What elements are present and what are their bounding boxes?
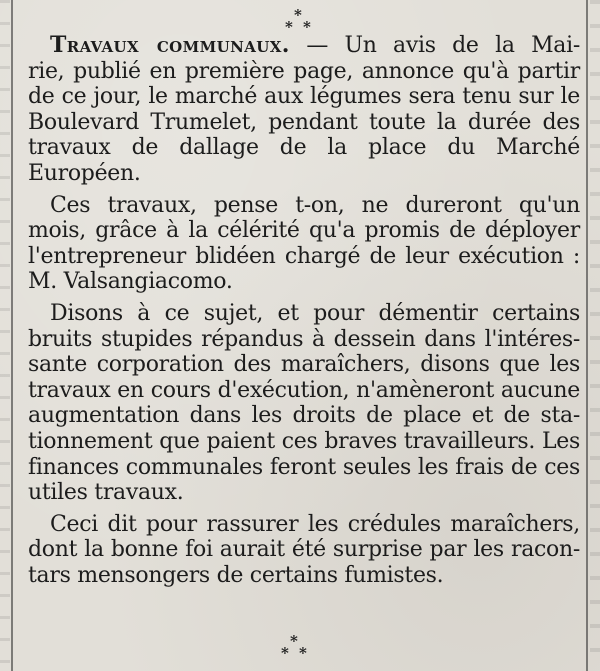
column-rule-right [586, 0, 588, 671]
article-line: Travaux communaux. — Un avis de la Mai- [50, 32, 580, 58]
article-line: mois, grâce à la célérité qu'a promis de déployer [28, 218, 580, 244]
article-paragraph [28, 193, 580, 295]
article-line: travaux de dallage de la place du Marché [28, 135, 580, 161]
article-travaux-communaux [28, 33, 580, 594]
article-line: Européen. [28, 160, 141, 186]
article-line: de ce jour, le marché aux légumes sera tenu sur le [28, 84, 580, 110]
article-line: dont la bonne foi aurait été surprise par les racon- [28, 537, 580, 563]
article-line: utiles travaux. [28, 480, 184, 506]
article-line: rie, publié en première page, annonce qu'à partir [28, 58, 580, 84]
article-line: finances communales feront seules les frais de ces [28, 454, 580, 480]
article-line: Ces travaux, pense t-on, ne dureront qu'un [50, 192, 580, 218]
article-line: tionnement que paient ces braves travailleurs. Les [28, 428, 580, 454]
article-line: M. Valsangiacomo. [28, 269, 233, 295]
article-heading: Travaux communaux. [50, 32, 290, 58]
article-paragraph [28, 33, 580, 187]
article-line: travaux en cours d'exécution, n'amèneront aucune [28, 377, 580, 403]
article-line: bruits stupides répandus à dessein dans l'intéres- [28, 326, 580, 352]
article-line: Boulevard Trumelet, pendant toute la durée des [28, 109, 580, 135]
adjacent-column-left-bleed [0, 0, 10, 671]
article-line: tars mensongers de certains fumistes. [28, 562, 444, 588]
article-line: Ceci dit pour rassurer les crédules maraîchers, [50, 511, 580, 537]
article-paragraph [28, 301, 580, 506]
article-line: augmentation dans les droits de place et de sta- [28, 403, 580, 429]
column-rule-left [11, 0, 13, 671]
asterism-separator-top: * * * [285, 6, 311, 36]
adjacent-column-right-bleed [590, 0, 600, 671]
article-line: Disons à ce sujet, et pour démentir certains [50, 300, 580, 326]
article-paragraph [28, 512, 580, 589]
article-line: sante corporation des maraîchers, disons que les [28, 352, 580, 378]
asterism-separator-bottom: * * * [281, 632, 307, 662]
article-line: l'entrepreneur blidéen chargé de leur exécution : [28, 243, 580, 269]
